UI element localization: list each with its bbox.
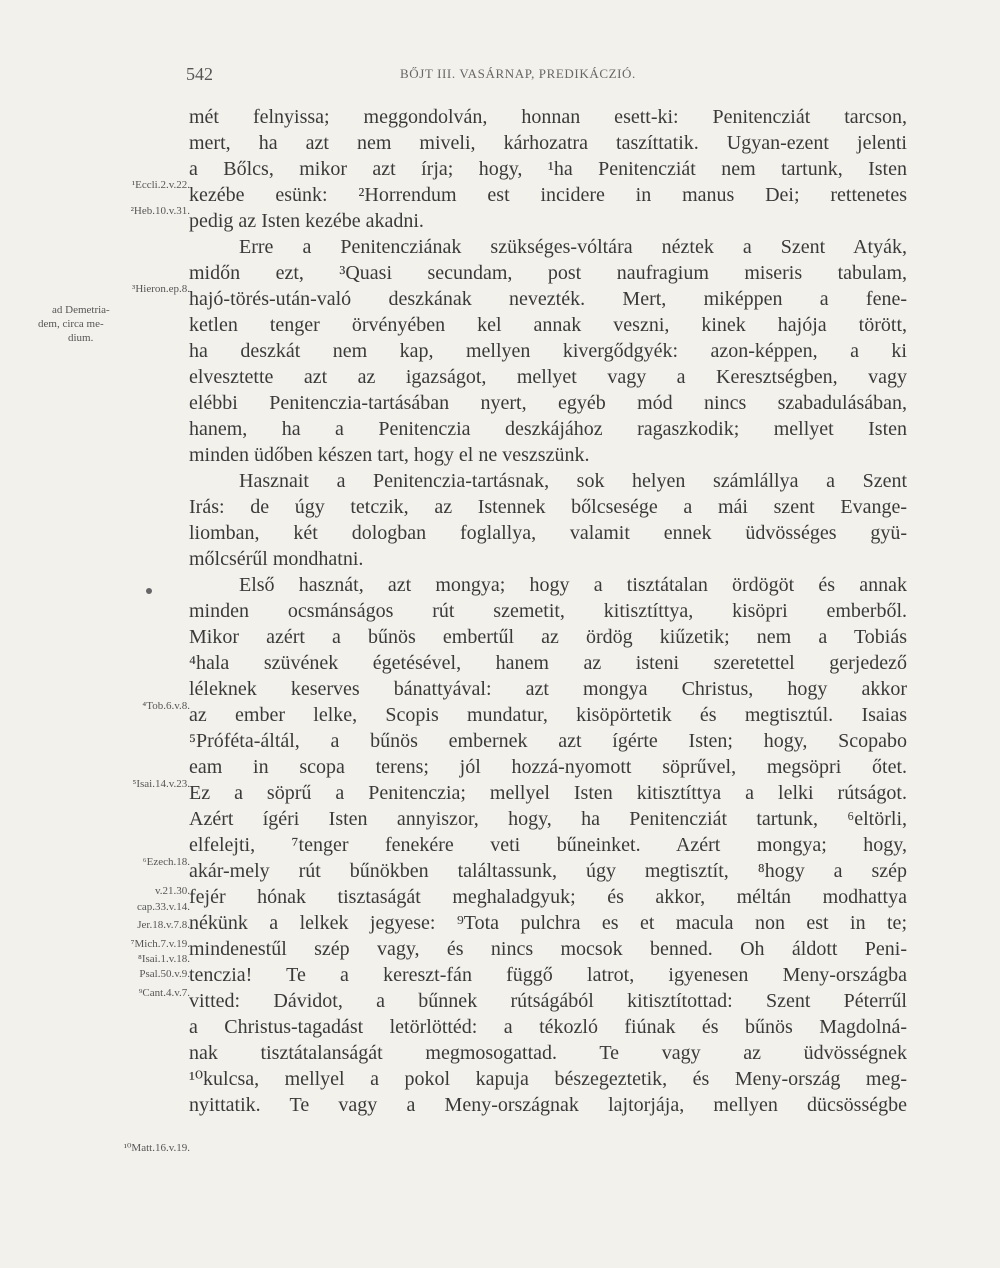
text-line: elébbi Penitenczia-tartásában nyert, egyéb mód nincs szabadulásában, — [189, 392, 907, 414]
text-line: fejér hónak tisztaságát meghaladgyuk; és akkor, méltán modhattya — [189, 886, 907, 908]
text-line: ¹⁰kulcsa, mellyel a pokol kapuja bészegeztetik, és Meny-ország meg- — [189, 1068, 907, 1090]
text-line: elfelejti, ⁷tenger fenekére veti bűneinket. Azért mongya; hogy, — [189, 834, 907, 856]
text-line: mindenestűl szép vagy, és nincs mocsok benned. Oh áldott Peni- — [189, 938, 907, 960]
text-line: midőn ezt, ³Quasi secundam, post naufragium miseris tabulam, — [189, 262, 907, 284]
text-line: ha deszkát nem kap, mellyen kivergődgyék: azon-képpen, a ki — [189, 340, 907, 362]
text-line: léleknek keserves bánattyával: azt mongya Christus, hogy akkor — [189, 678, 907, 700]
text-line: ⁵Próféta-áltál, a bűnös embernek azt ígérte Isten; hogy, Scopabo — [189, 730, 907, 752]
text-line: nékünk a lelkek jegyese: ⁹Tota pulchra es et macula non est in te; — [189, 912, 907, 934]
running-head: BŐJT III. VASÁRNAP, PREDIKÁCZIÓ. — [400, 66, 636, 81]
text-line: Első hasznát, azt mongya; hogy a tisztátalan ördögöt és annak — [239, 574, 907, 596]
text-line: a Bőlcs, mikor azt írja; hogy, ¹ha Penitencziát nem tartunk, Isten — [189, 158, 907, 180]
text-line: mét felnyissa; meggondolván, honnan esett-ki: Penitencziát tarcson, — [189, 106, 907, 128]
print-speck — [146, 588, 152, 594]
text-line: eam in scopa terens; jól hozzá-nyomott söprűvel, megsöpri őtet. — [189, 756, 907, 778]
text-line: Hasznait a Penitenczia-tartásnak, sok helyen számlállya a Szent — [239, 470, 907, 492]
margin-note: Jer.18.v.7.8. — [137, 919, 190, 931]
text-line: mőlcsérűl mondhatni. — [189, 548, 364, 570]
text-line: kezébe esünk: ²Horrendum est incidere in manus Dei; rettenetes — [189, 184, 907, 206]
margin-note: ad Demetria- — [52, 304, 110, 316]
text-line: Erre a Penitencziának szükséges-vóltára néztek a Szent Atyák, — [239, 236, 907, 258]
margin-note: cap.33.v.14. — [136, 901, 190, 913]
margin-note: dium. — [68, 332, 94, 344]
text-line: liomban, két dologban foglallya, valamit ennek üdvösséges gyü- — [189, 522, 907, 544]
margin-note: ¹Eccli.2.v.22. — [131, 179, 190, 191]
margin-note: ⁵Isai.14.v.23. — [132, 778, 190, 790]
text-line: vitted: Dávidot, a bűnnek rútságából kitisztítottad: Szent Péterrűl — [189, 990, 907, 1012]
margin-note: ³Hieron.ep.8. — [132, 283, 190, 295]
page-number: 542 — [186, 64, 213, 84]
text-line: ketlen tenger örvényében kel annak veszni, kinek hajója törött, — [189, 314, 907, 336]
text-line: akár-mely rút bűnökben találtassunk, úgy megtisztít, ⁸hogy a szép — [189, 860, 907, 882]
text-line: nyittatik. Te vagy a Meny-országnak lajtorjája, mellyen dücsösségbe — [189, 1094, 907, 1116]
margin-note: ⁷Mich.7.v.19. — [130, 938, 190, 950]
text-line: ⁴hala szüvének égetésével, hanem az isteni szeretettel gerjedező — [189, 652, 907, 674]
margin-note: ⁸Isai.1.v.18. — [137, 953, 190, 965]
text-line: hajó-törés-után-való deszkának nevezték. Mert, miképpen a fene- — [189, 288, 907, 310]
text-line: elvesztette azt az igazságot, mellyet vagy a Keresztségben, vagy — [189, 366, 907, 388]
text-line: minden ocsmánságos rút szemetit, kitisztíttya, kisöpri emberből. — [189, 600, 907, 622]
text-line: pedig az Isten kezébe akadni. — [189, 210, 424, 232]
text-line: Mikor azért a bűnös embertűl az ördög kiűzetik; nem a Tobiás — [189, 626, 907, 648]
margin-note: ⁴Tob.6.v.8. — [142, 700, 190, 712]
text-line: Ez a söprű a Penitenczia; mellyel Isten kitisztíttya a lelki rútságot. — [189, 782, 907, 804]
text-line: hanem, ha a Penitenczia deszkájához ragaszkodik; mellyet Isten — [189, 418, 907, 440]
margin-note: v.21.30. — [154, 885, 190, 897]
text-line: minden üdőben készen tart, hogy el ne veszszünk. — [189, 444, 590, 466]
text-line: tenczia! Te a kereszt-fán függő latrot, igyenesen Meny-országba — [189, 964, 907, 986]
text-line: nak tisztátalanságát megmosogattad. Te vagy az üdvösségnek — [189, 1042, 907, 1064]
margin-note: ⁹Cant.4.v.7. — [138, 987, 190, 999]
margin-note: dem, circa me- — [38, 318, 104, 330]
margin-note: ²Heb.10.v.31. — [130, 205, 190, 217]
text-line: mert, ha azt nem miveli, kárhozatra taszíttatik. Ugyan-ezent jelenti — [189, 132, 907, 154]
body-text — [189, 104, 907, 1118]
text-line: Azért ígéri Isten annyiszor, hogy, ha Penitencziát tartunk, ⁶eltörli, — [189, 808, 907, 830]
text-line: az ember lelke, Scopis mundatur, kisöpörtetik és megtisztúl. Isaias — [189, 704, 907, 726]
text-line: Irás: de úgy tetczik, az Istennek bőlcsesége a mái szent Evange- — [189, 496, 907, 518]
margin-note: ¹⁰Matt.16.v.19. — [123, 1142, 190, 1154]
margin-note: Psal.50.v.9. — [139, 968, 190, 980]
text-line: a Christus-tagadást letörlöttéd: a tékozló fiúnak és bűnös Magdolná- — [189, 1016, 907, 1038]
margin-note: ⁶Ezech.18. — [142, 856, 190, 868]
